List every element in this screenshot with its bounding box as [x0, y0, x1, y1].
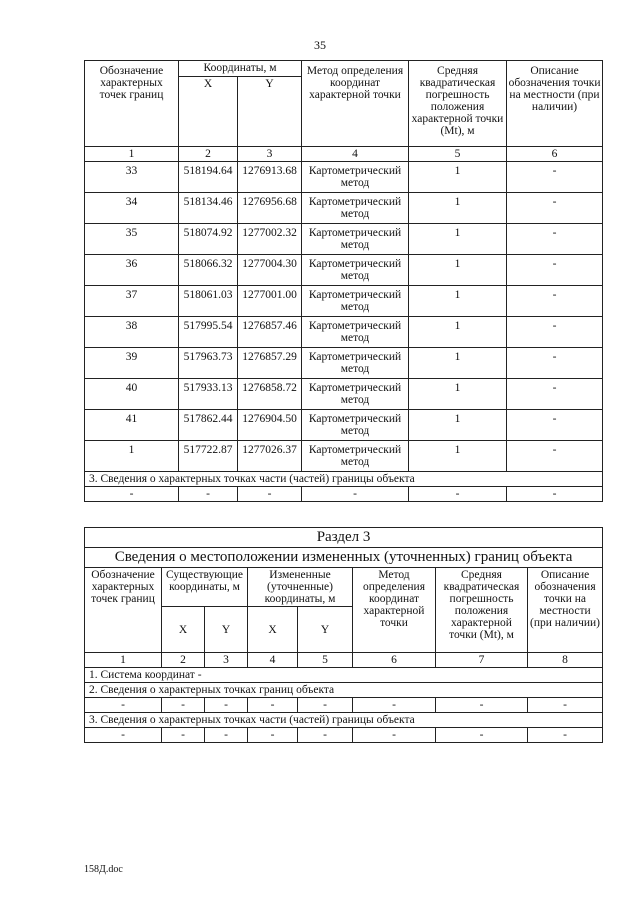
boundary-points-table	[84, 60, 603, 502]
header-y: Y	[205, 607, 248, 653]
section-subtitle: Сведения о местоположении измененных (уточненных) границ объекта	[85, 548, 603, 568]
table-row	[85, 348, 603, 379]
header-error: Средняя квадратическая погрешность положения характерной точки (Mt), м	[436, 568, 528, 653]
cell-point: 39	[85, 348, 179, 379]
cell-y: 1276904.50	[238, 410, 302, 441]
cell-y: 1276858.72	[238, 379, 302, 410]
table-row	[85, 193, 603, 224]
cell-error: 1	[409, 379, 507, 410]
cell-point: 38	[85, 317, 179, 348]
col-number: 2	[179, 147, 238, 162]
coord-system-label: 1. Система координат -	[85, 668, 603, 683]
dash-cell: -	[238, 487, 302, 502]
dash-cell: -	[205, 728, 248, 743]
cell-method: Картометрический метод	[302, 379, 409, 410]
dash-cell: -	[298, 728, 353, 743]
cell-desc: -	[507, 193, 603, 224]
dash-cell: -	[298, 698, 353, 713]
dash-cell: -	[436, 728, 528, 743]
cell-desc: -	[507, 317, 603, 348]
cell-point: 33	[85, 162, 179, 193]
cell-x: 517933.13	[179, 379, 238, 410]
table-row	[85, 224, 603, 255]
table-row	[85, 162, 603, 193]
col-number: 8	[528, 653, 603, 668]
cell-y: 1277004.30	[238, 255, 302, 286]
cell-x: 517862.44	[179, 410, 238, 441]
cell-error: 1	[409, 162, 507, 193]
col-number: 1	[85, 653, 162, 668]
header-x: X	[179, 77, 238, 147]
cell-x: 518134.46	[179, 193, 238, 224]
cell-point: 40	[85, 379, 179, 410]
header-existing: Существующие координаты, м	[162, 568, 248, 607]
cell-desc: -	[507, 379, 603, 410]
section-title: Раздел 3	[85, 528, 603, 548]
cell-error: 1	[409, 410, 507, 441]
col-number: 3	[238, 147, 302, 162]
cell-method: Картометрический метод	[302, 410, 409, 441]
col-number: 3	[205, 653, 248, 668]
cell-desc: -	[507, 348, 603, 379]
cell-x: 518194.64	[179, 162, 238, 193]
col-number: 7	[436, 653, 528, 668]
col-number: 6	[507, 147, 603, 162]
cell-error: 1	[409, 193, 507, 224]
cell-method: Картометрический метод	[302, 162, 409, 193]
col-number: 1	[85, 147, 179, 162]
header-y: Y	[238, 77, 302, 147]
col-number: 6	[353, 653, 436, 668]
dash-cell: -	[162, 698, 205, 713]
cell-error: 1	[409, 224, 507, 255]
footer-filename: 158Д.doc	[84, 864, 123, 875]
dash-cell: -	[302, 487, 409, 502]
dash-cell: -	[353, 728, 436, 743]
cell-method: Картометрический метод	[302, 255, 409, 286]
col-number: 5	[409, 147, 507, 162]
header-y: Y	[298, 607, 353, 653]
parts-label: 3. Сведения о характерных точках части (частей) границы объекта	[85, 713, 603, 728]
dash-cell: -	[353, 698, 436, 713]
dash-cell: -	[528, 698, 603, 713]
cell-y: 1276913.68	[238, 162, 302, 193]
cell-x: 518061.03	[179, 286, 238, 317]
col-number: 2	[162, 653, 205, 668]
dash-cell: -	[507, 487, 603, 502]
header-coords: Координаты, м	[179, 61, 302, 77]
header-description: Описание обозначения точки на местности (при наличии)	[528, 568, 603, 653]
cell-x: 517963.73	[179, 348, 238, 379]
cell-x: 517995.54	[179, 317, 238, 348]
cell-error: 1	[409, 441, 507, 472]
cell-desc: -	[507, 441, 603, 472]
cell-desc: -	[507, 410, 603, 441]
cell-x: 518066.32	[179, 255, 238, 286]
cell-point: 34	[85, 193, 179, 224]
dash-cell: -	[85, 698, 162, 713]
cell-desc: -	[507, 162, 603, 193]
table-row	[85, 410, 603, 441]
cell-point: 37	[85, 286, 179, 317]
header-changed: Измененные (уточненные) координаты, м	[248, 568, 353, 607]
cell-y: 1276956.68	[238, 193, 302, 224]
cell-error: 1	[409, 286, 507, 317]
dash-cell: -	[162, 728, 205, 743]
changed-boundaries-table	[84, 527, 603, 743]
dash-cell: -	[409, 487, 507, 502]
cell-error: 1	[409, 317, 507, 348]
cell-y: 1277002.32	[238, 224, 302, 255]
dash-cell: -	[85, 487, 179, 502]
cell-method: Картометрический метод	[302, 348, 409, 379]
cell-point: 41	[85, 410, 179, 441]
dash-cell: -	[248, 698, 298, 713]
header-x: X	[162, 607, 205, 653]
cell-y: 1277026.37	[238, 441, 302, 472]
cell-desc: -	[507, 255, 603, 286]
col-number: 4	[302, 147, 409, 162]
cell-method: Картометрический метод	[302, 441, 409, 472]
dash-cell: -	[205, 698, 248, 713]
header-x: X	[248, 607, 298, 653]
cell-y: 1276857.29	[238, 348, 302, 379]
header-error: Средняя квадратическая погрешность положения характерной точки (Mt), м	[409, 61, 507, 147]
cell-desc: -	[507, 286, 603, 317]
header-designation: Обозначение характерных точек границ	[85, 61, 179, 147]
cell-y: 1277001.00	[238, 286, 302, 317]
dash-cell: -	[528, 728, 603, 743]
page-number: 35	[314, 38, 326, 52]
header-method: Метод определения координат характерной точки	[302, 61, 409, 147]
section3-label: 3. Сведения о характерных точках части (частей) границы объекта	[85, 472, 603, 487]
cell-point: 1	[85, 441, 179, 472]
cell-x: 518074.92	[179, 224, 238, 255]
col-number: 5	[298, 653, 353, 668]
table-row	[85, 286, 603, 317]
table-row	[85, 317, 603, 348]
cell-x: 517722.87	[179, 441, 238, 472]
header-description: Описание обозначения точки на местности (при наличии)	[507, 61, 603, 147]
cell-method: Картометрический метод	[302, 286, 409, 317]
cell-y: 1276857.46	[238, 317, 302, 348]
cell-desc: -	[507, 224, 603, 255]
boundary-points-label: 2. Сведения о характерных точках границ объекта	[85, 683, 603, 698]
table-row	[85, 255, 603, 286]
dash-cell: -	[179, 487, 238, 502]
table-row	[85, 379, 603, 410]
dash-cell: -	[85, 728, 162, 743]
cell-method: Картометрический метод	[302, 193, 409, 224]
col-number: 4	[248, 653, 298, 668]
cell-point: 36	[85, 255, 179, 286]
cell-error: 1	[409, 255, 507, 286]
header-method: Метод определения координат характерной точки	[353, 568, 436, 653]
cell-method: Картометрический метод	[302, 224, 409, 255]
header-designation: Обозначение характерных точек границ	[85, 568, 162, 653]
cell-method: Картометрический метод	[302, 317, 409, 348]
table-row	[85, 441, 603, 472]
cell-error: 1	[409, 348, 507, 379]
cell-point: 35	[85, 224, 179, 255]
dash-cell: -	[436, 698, 528, 713]
dash-cell: -	[248, 728, 298, 743]
